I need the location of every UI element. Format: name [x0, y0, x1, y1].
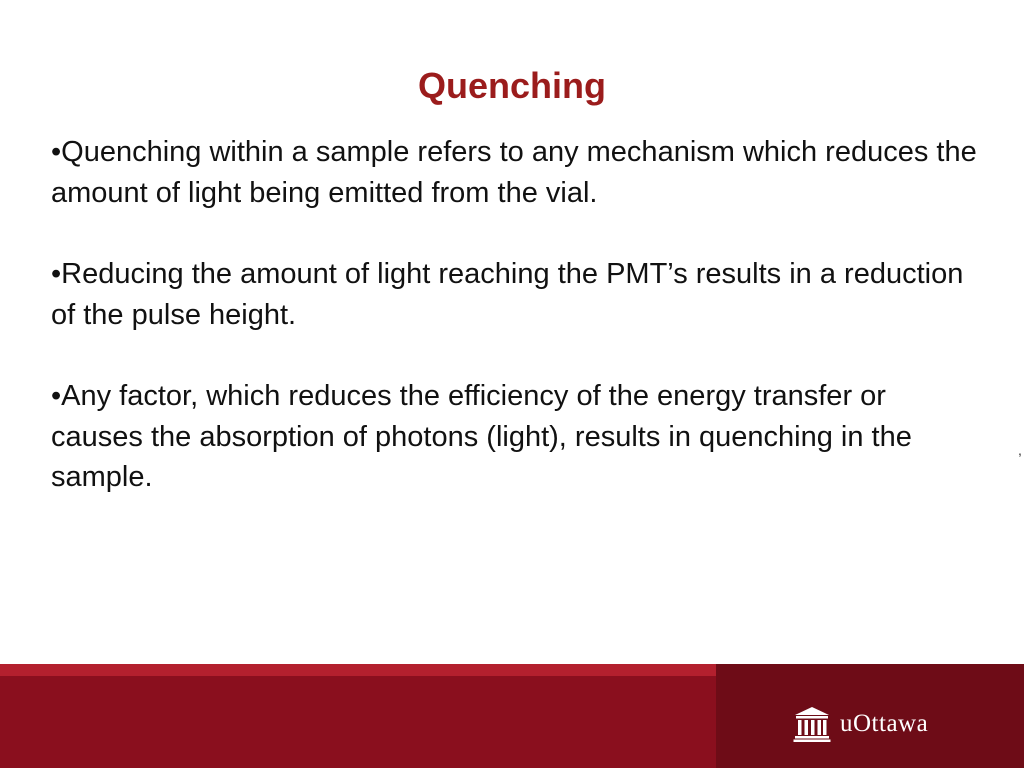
university-building-icon [792, 704, 832, 744]
bullet-paragraph-2: •Reducing the amount of light reaching the PMT’s results in a reduction of the pulse height. [51, 258, 964, 331]
slide-title: Quenching [418, 65, 606, 106]
bullet-paragraph-1: •Quenching within a sample refers to any mechanism which reduces the amount of light being emitted from the vial. [51, 136, 977, 209]
stray-mark: , [1018, 442, 1022, 458]
uottawa-logo [792, 704, 928, 744]
bullet-paragraph-3: •Any factor, which reduces the efficiency of the energy transfer or causes the absorption of photons (light), results in quenching in the sample. [51, 380, 912, 493]
uottawa-wordmark: uOttawa [840, 710, 929, 737]
slide-body [51, 132, 981, 539]
